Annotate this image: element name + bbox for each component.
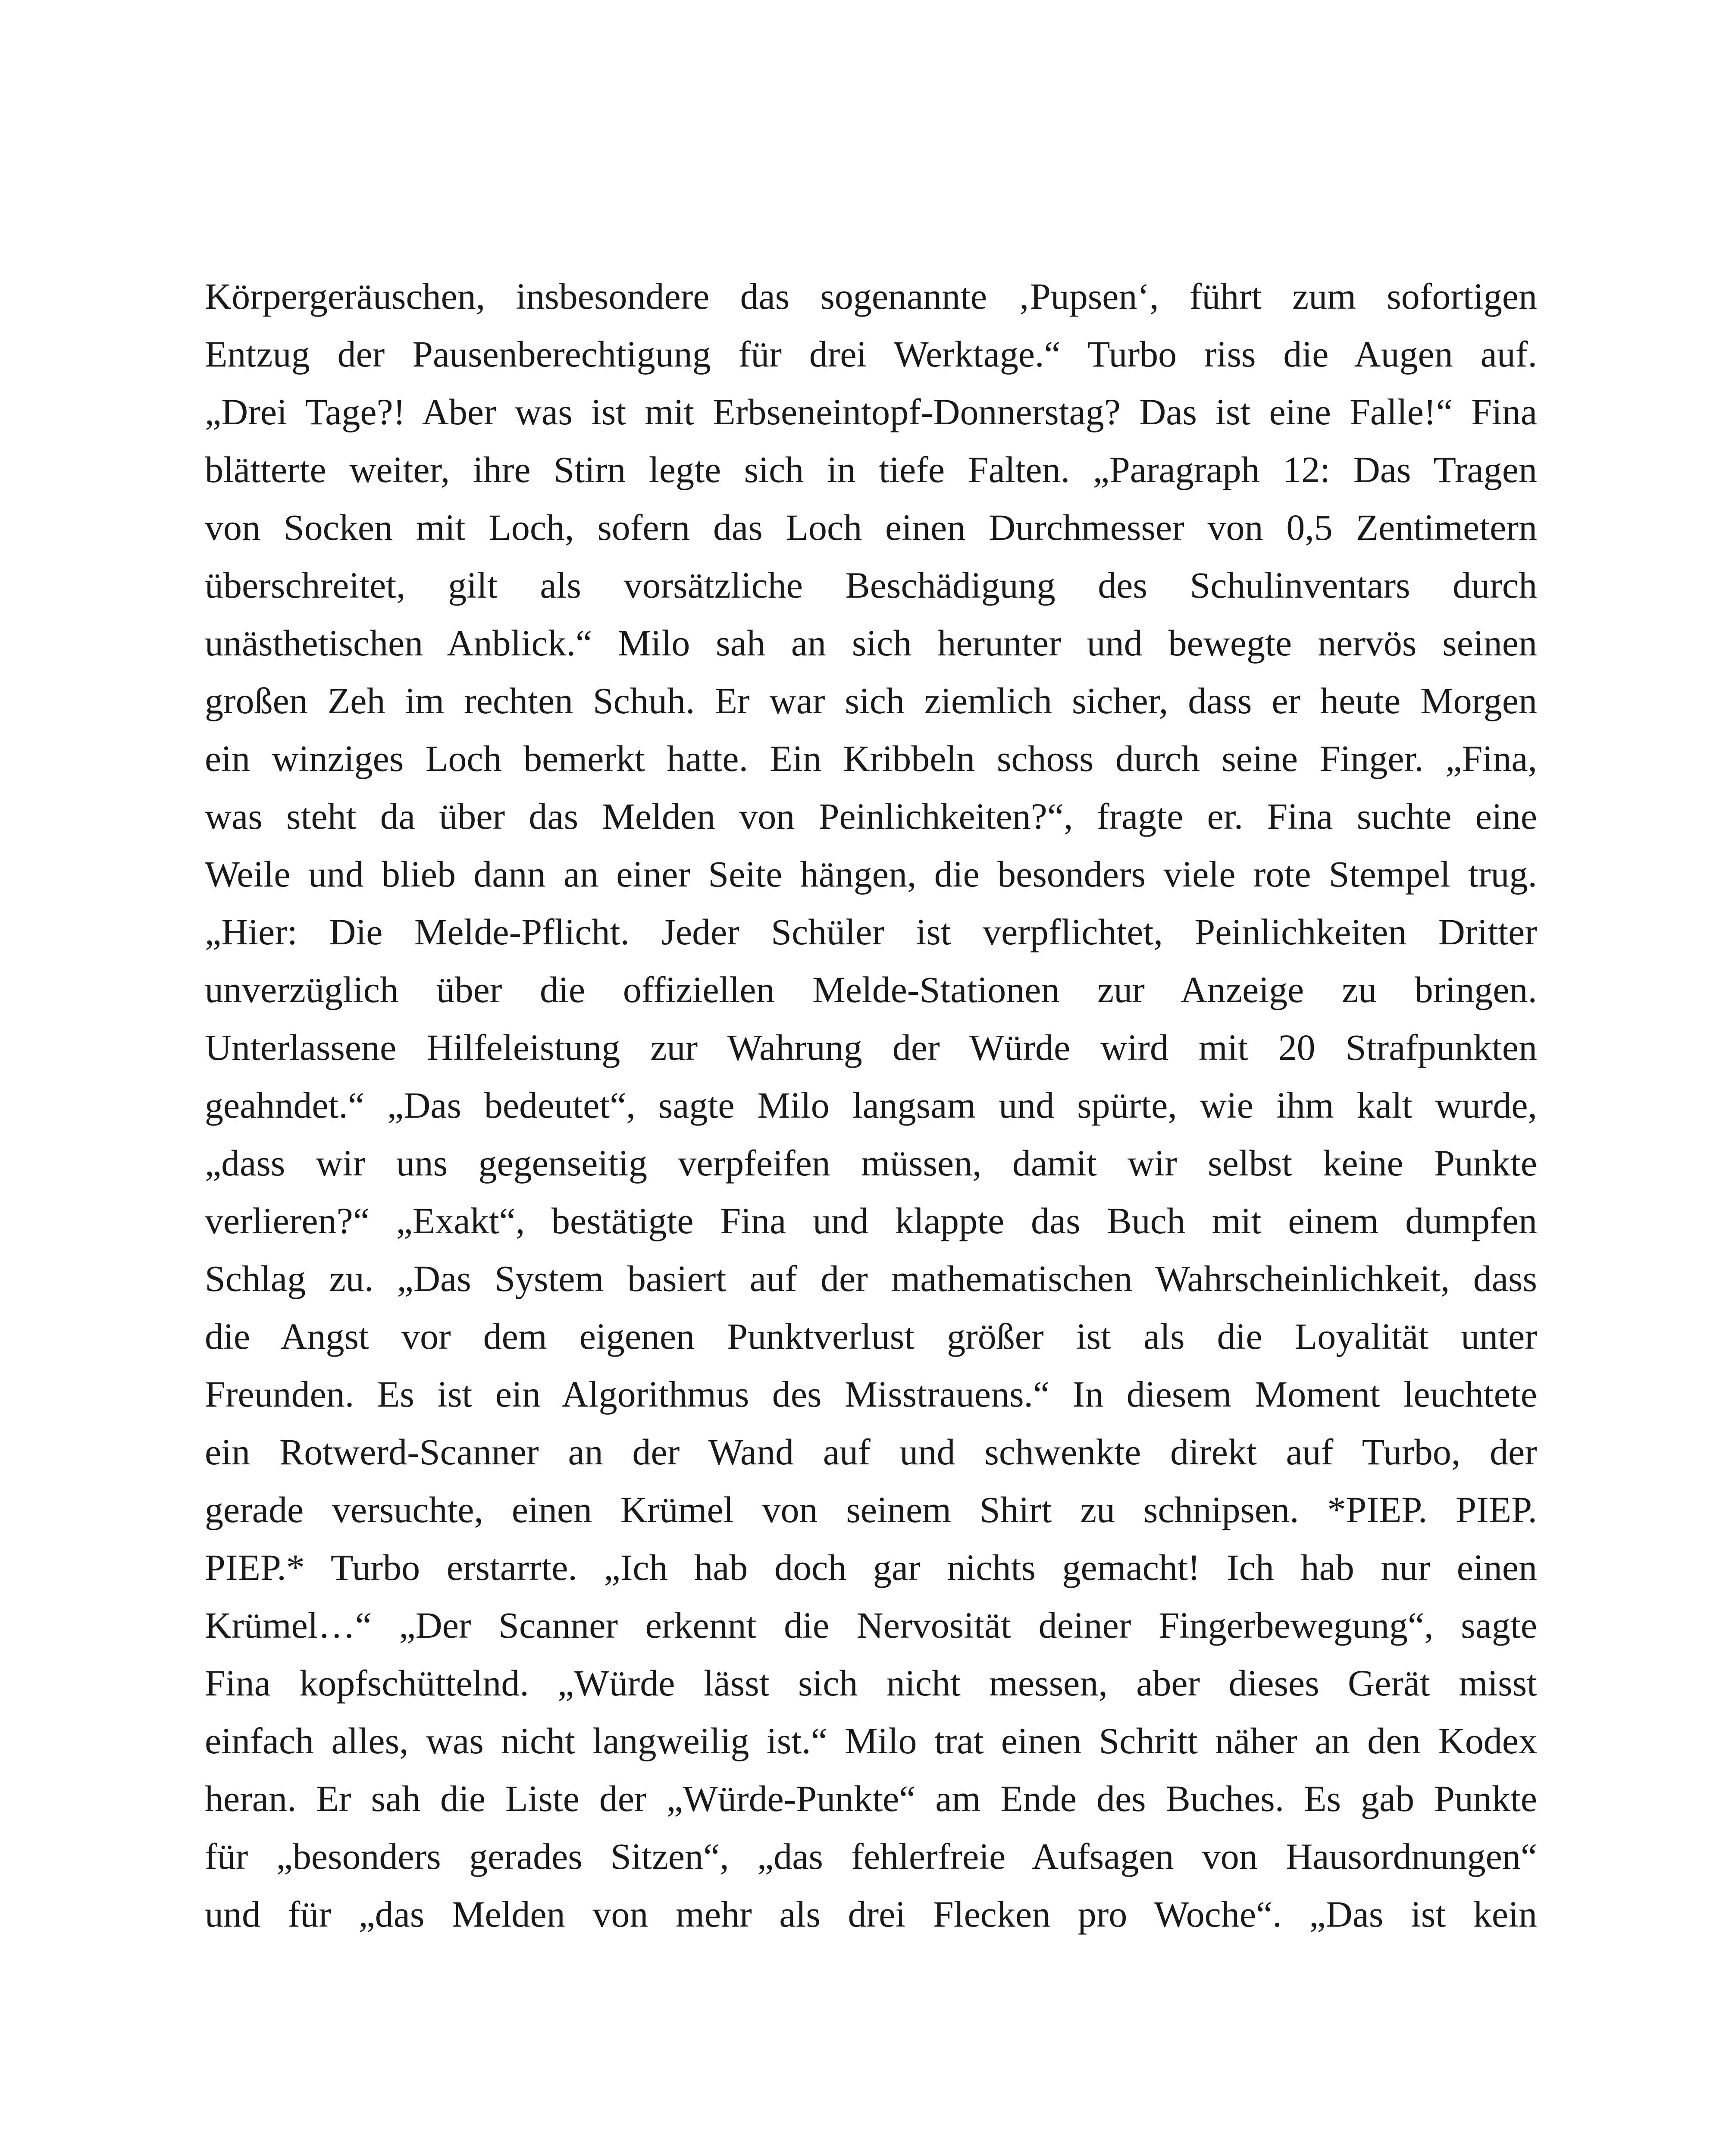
text-line: Entzug der Pausenberechtigung für drei Werktage.“ Turbo riss die Augen auf.: [205, 333, 1537, 375]
text-line: PIEP.* Turbo erstarrte. „Ich hab doch gar nichts gemacht! Ich hab nur einen: [205, 1547, 1537, 1588]
text-line: Fina kopfschüttelnd. „Würde lässt sich nicht messen, aber dieses Gerät misst: [205, 1662, 1537, 1704]
text-line: gerade versuchte, einen Krümel von seinem Shirt zu schnipsen. *PIEP. PIEP.: [205, 1489, 1537, 1530]
text-line: Unterlassene Hilfeleistung zur Wahrung der Würde wird mit 20 Strafpunkten: [205, 1027, 1537, 1068]
text-line: ein Rotwerd-Scanner an der Wand auf und schwenkte direkt auf Turbo, der: [205, 1431, 1537, 1473]
text-line: großen Zeh im rechten Schuh. Er war sich ziemlich sicher, dass er heute Morgen: [205, 680, 1537, 721]
text-line: von Socken mit Loch, sofern das Loch einen Durchmesser von 0,5 Zentimetern: [205, 507, 1537, 548]
text-line: ein winziges Loch bemerkt hatte. Ein Kribbeln schoss durch seine Finger. „Fina,: [205, 738, 1537, 779]
text-line: „Hier: Die Melde-Pflicht. Jeder Schüler ist verpflichtet, Peinlichkeiten Dritter: [205, 911, 1537, 953]
text-line: für „besonders gerades Sitzen“, „das fehlerfreie Aufsagen von Hausordnungen“: [205, 1836, 1537, 1877]
text-line: Körpergeräuschen, insbesondere das sogenannte ‚Pupsen‘, führt zum sofortigen: [205, 276, 1537, 317]
text-line: heran. Er sah die Liste der „Würde-Punkte“ am Ende des Buches. Es gab Punkte: [205, 1778, 1537, 1819]
text-line: Weile und blieb dann an einer Seite hängen, die besonders viele rote Stempel trug.: [205, 853, 1537, 895]
text-line: einfach alles, was nicht langweilig ist.“ Milo trat einen Schritt näher an den Kodex: [205, 1720, 1537, 1761]
text-line: unästhetischen Anblick.“ Milo sah an sich herunter und bewegte nervös seinen: [205, 622, 1537, 664]
text-line: „dass wir uns gegenseitig verpfeifen müssen, damit wir selbst keine Punkte: [205, 1142, 1537, 1184]
text-line: die Angst vor dem eigenen Punktverlust größer ist als die Loyalität unter: [205, 1316, 1537, 1357]
text-line: blätterte weiter, ihre Stirn legte sich in tiefe Falten. „Paragraph 12: Das Tragen: [205, 449, 1537, 490]
text-line: überschreitet, gilt als vorsätzliche Beschädigung des Schulinventars durch: [205, 564, 1537, 606]
body-text: [205, 267, 1537, 1943]
text-line: und für „das Melden von mehr als drei Flecken pro Woche“. „Das ist kein: [205, 1893, 1537, 1935]
text-line: geahndet.“ „Das bedeutet“, sagte Milo langsam und spürte, wie ihm kalt wurde,: [205, 1084, 1537, 1126]
text-line: verlieren?“ „Exakt“, bestätigte Fina und klappte das Buch mit einem dumpfen: [205, 1200, 1537, 1241]
text-line: unverzüglich über die offiziellen Melde-Stationen zur Anzeige zu bringen.: [205, 969, 1537, 1010]
text-line: Schlag zu. „Das System basiert auf der mathematischen Wahrscheinlichkeit, dass: [205, 1258, 1537, 1299]
text-line: „Drei Tage?! Aber was ist mit Erbseneintopf-Donnerstag? Das ist eine Falle!“ Fina: [205, 391, 1537, 432]
text-line: Freunden. Es ist ein Algorithmus des Misstrauens.“ In diesem Moment leuchtete: [205, 1373, 1537, 1415]
text-line: Krümel…“ „Der Scanner erkennt die Nervosität deiner Fingerbewegung“, sagte: [205, 1604, 1537, 1646]
text-line: was steht da über das Melden von Peinlichkeiten?“, fragte er. Fina suchte eine: [205, 796, 1537, 837]
